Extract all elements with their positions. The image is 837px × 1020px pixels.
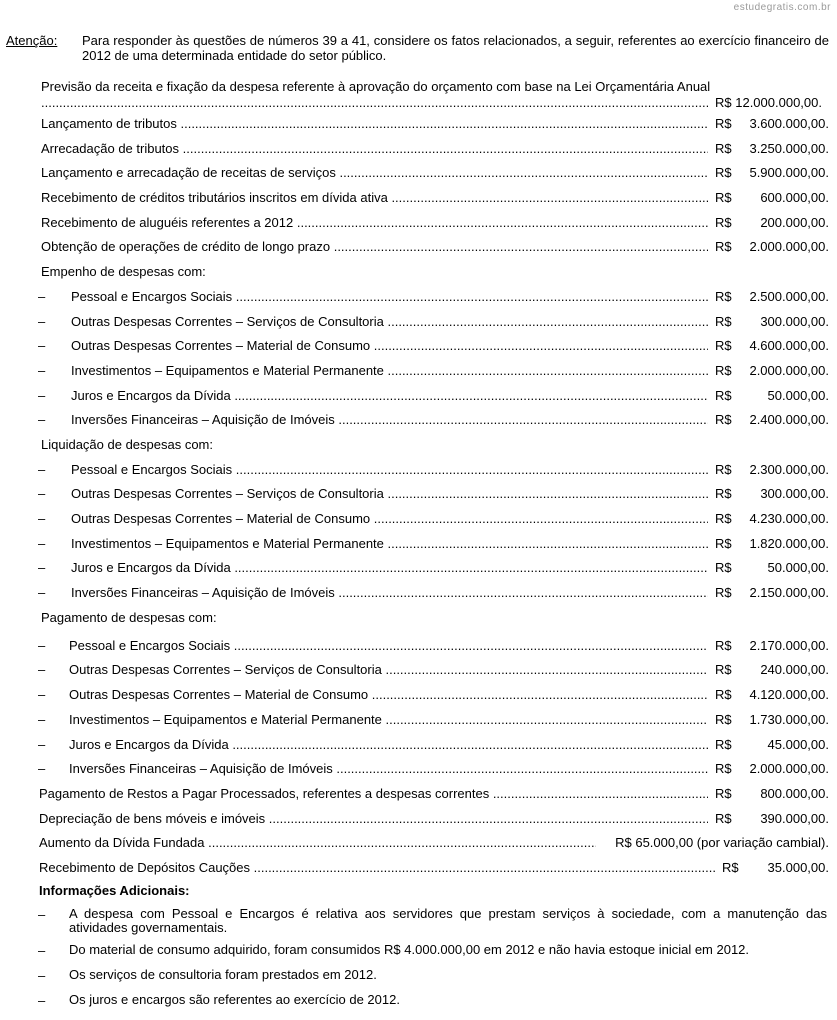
fact-label: Depreciação de bens móveis e imóveis ..... [39, 811, 708, 826]
info-item-text: Do material de consumo adquirido, foram consumidos R$ 4.000.000,00 em 2012 e não havia estoque inicial em 2012. [69, 941, 750, 957]
empenho-item-currency: R$ [715, 288, 732, 304]
fact-row [0, 235, 837, 260]
liquidacao-item-row [0, 581, 837, 606]
dash-bullet: – [38, 711, 46, 727]
pagamento-item-label: Outras Despesas Correntes – Serviços de Consultoria ..... [69, 662, 708, 677]
pagamento-item-amount: 240.000,00. [760, 662, 829, 678]
fact-currency: R$ [715, 810, 732, 826]
liquidacao-item-row [0, 532, 837, 557]
pagamento-heading-row [0, 606, 837, 634]
dash-bullet: – [38, 535, 46, 551]
fact-amount: 3.250.000,00. [749, 140, 829, 156]
fact-amount: 200.000,00. [760, 214, 829, 230]
pagamento-item-amount: 2.000.000,00. [749, 761, 829, 777]
dash-bullet: – [38, 412, 46, 428]
empenho-item-label: Outras Despesas Correntes – Material de Consumo ..... [71, 338, 708, 353]
dash-bullet: – [38, 585, 46, 601]
liquidacao-item-row [0, 507, 837, 532]
empenho-item-row [0, 334, 837, 359]
empenho-item-amount: 2.500.000,00. [749, 288, 829, 304]
empenho-item-label: Pessoal e Encargos Sociais ..... [71, 289, 708, 304]
empenho-item-currency: R$ [715, 338, 732, 354]
pagamento-item-currency: R$ [715, 662, 732, 678]
info-heading: Informações Adicionais: [39, 882, 190, 898]
pagamento-item-label: Inversões Financeiras – Aquisição de Imóveis ..... [69, 761, 708, 776]
pagamento-item-row [0, 708, 837, 733]
liquidacao-item-currency: R$ [715, 461, 732, 477]
liquidacao-item-amount: 2.300.000,00. [749, 461, 829, 477]
fact-label: Obtenção de operações de crédito de longo prazo ..... [41, 239, 708, 254]
fact-label: Arrecadação de tributos ..... [41, 141, 708, 156]
divida-row [0, 831, 837, 856]
depositos-amount: 35.000,00. [767, 859, 829, 875]
empenho-item-currency: R$ [715, 387, 732, 403]
fact-row [0, 161, 837, 186]
liquidacao-item-label: Outras Despesas Correntes – Serviços de Consultoria ..... [71, 486, 708, 501]
dash-bullet: – [38, 560, 46, 576]
dash-bullet: – [38, 338, 46, 354]
dash-bullet: – [38, 313, 46, 329]
pagamento-item-amount: 2.170.000,00. [749, 637, 829, 653]
info-item-text: Os serviços de consultoria foram prestados em 2012. [69, 966, 377, 982]
liquidacao-item-currency: R$ [715, 511, 732, 526]
dash-bullet: – [38, 967, 46, 983]
dash-bullet: – [38, 637, 46, 653]
pagamento-item-amount: 45.000,00. [767, 736, 829, 752]
empenho-item-label: Juros e Encargos da Dívida ..... [71, 388, 708, 403]
fact-row [0, 807, 837, 832]
pagamento-item-row [0, 658, 837, 683]
previsao-amount: R$ 12.000.000,00. [715, 95, 822, 110]
empenho-heading-row [0, 260, 837, 285]
info-item [0, 993, 837, 1007]
pagamento-item-row [0, 733, 837, 758]
pagamento-item-label: Investimentos – Equipamentos e Material Permanente ..... [69, 712, 708, 727]
pagamento-item-label: Pessoal e Encargos Sociais ..... [69, 638, 708, 653]
fact-amount: 3.600.000,00. [749, 116, 829, 131]
liquidacao-item-currency: R$ [715, 560, 732, 576]
fact-label: Recebimento de aluguéis referentes a 2012 ..... [41, 215, 708, 230]
dash-bullet: – [38, 387, 46, 403]
depositos-label: Recebimento de Depósitos Cauções ..... [39, 860, 717, 875]
attention-label: Atenção: [6, 33, 58, 48]
fact-row [0, 186, 837, 211]
fact-row [0, 112, 837, 137]
fact-label: Lançamento e arrecadação de receitas de serviços ..... [41, 165, 708, 180]
pagamento-item-amount: 1.730.000,00. [749, 711, 829, 727]
liquidacao-item-amount: 4.230.000,00. [749, 511, 829, 526]
empenho-item-label: Outras Despesas Correntes – Serviços de Consultoria ..... [71, 314, 708, 329]
pagamento-heading: Pagamento de despesas com: [41, 609, 217, 625]
pagamento-item-currency: R$ [715, 711, 732, 727]
fact-currency: R$ [715, 190, 732, 206]
liquidacao-heading-row [0, 433, 837, 458]
fact-amount: 800.000,00. [760, 785, 829, 801]
empenho-item-row [0, 359, 837, 384]
dash-bullet: – [38, 362, 46, 378]
fact-amount: 390.000,00. [760, 810, 829, 826]
empenho-heading: Empenho de despesas com: [41, 264, 206, 280]
liquidacao-item-amount: 300.000,00. [760, 486, 829, 502]
liquidacao-item-row [0, 482, 837, 507]
pagamento-item-row [0, 757, 837, 782]
liquidacao-heading: Liquidação de despesas com: [41, 436, 214, 452]
empenho-item-currency: R$ [715, 362, 732, 378]
liquidacao-item-amount: 2.150.000,00. [749, 585, 829, 601]
dash-bullet: – [38, 761, 46, 777]
pagamento-item-currency: R$ [715, 736, 732, 752]
liquidacao-item-label: Inversões Financeiras – Aquisição de Imóveis ..... [71, 585, 708, 600]
info-item-text: A despesa com Pessoal e Encargos é relativa aos servidores que prestam serviços à sociedade, com a manutenção das atividades governamentais. [69, 905, 827, 935]
info-item [0, 943, 837, 957]
empenho-item-currency: R$ [715, 412, 732, 428]
empenho-item-currency: R$ [715, 313, 732, 329]
liquidacao-item-row [0, 458, 837, 483]
financial-facts-list [0, 79, 837, 1018]
info-item [0, 907, 837, 935]
empenho-item-row [0, 408, 837, 433]
dash-bullet: – [38, 687, 46, 703]
pagamento-item-currency: R$ [715, 761, 732, 777]
fact-row [0, 782, 837, 807]
fact-currency: R$ [715, 116, 732, 131]
info-heading-row [0, 881, 837, 903]
empenho-item-amount: 2.000.000,00. [749, 362, 829, 378]
pagamento-item-amount: 4.120.000,00. [749, 687, 829, 703]
dash-bullet: – [38, 942, 46, 958]
watermark: estudegratis.com.br [733, 2, 831, 13]
liquidacao-item-amount: 50.000,00. [767, 560, 829, 576]
dash-bullet: – [38, 736, 46, 752]
liquidacao-item-label: Outras Despesas Correntes – Material de Consumo ..... [71, 511, 708, 526]
liquidacao-item-label: Juros e Encargos da Dívida ..... [71, 560, 708, 575]
liquidacao-item-amount: 1.820.000,00. [749, 535, 829, 551]
dash-bullet: – [38, 288, 46, 304]
dash-bullet: – [38, 992, 46, 1008]
pagamento-item-row [0, 683, 837, 708]
depositos-row [0, 856, 837, 881]
empenho-item-amount: 2.400.000,00. [749, 412, 829, 428]
liquidacao-item-currency: R$ [715, 486, 732, 502]
liquidacao-item-currency: R$ [715, 585, 732, 601]
info-item [0, 968, 837, 982]
empenho-item-amount: 300.000,00. [760, 313, 829, 329]
empenho-item-row [0, 310, 837, 335]
empenho-item-row [0, 384, 837, 409]
fact-label: Lançamento de tributos ..... [41, 116, 708, 131]
dash-bullet: – [38, 662, 46, 678]
divida-label: Aumento da Dívida Fundada ..... [39, 835, 596, 850]
liquidacao-item-currency: R$ [715, 535, 732, 551]
dash-bullet: – [38, 511, 46, 526]
fact-row [0, 211, 837, 236]
fact-label: Recebimento de créditos tributários inscritos em dívida ativa ..... [41, 190, 708, 205]
empenho-item-label: Investimentos – Equipamentos e Material Permanente ..... [71, 363, 708, 378]
pagamento-item-currency: R$ [715, 687, 732, 703]
fact-currency: R$ [715, 239, 732, 255]
fact-amount: 5.900.000,00. [749, 165, 829, 181]
fact-row [0, 137, 837, 162]
liquidacao-item-label: Pessoal e Encargos Sociais ..... [71, 462, 708, 477]
divida-amount: R$ 65.000,00 (por variação cambial). [615, 835, 829, 851]
previsao-row [0, 79, 837, 112]
empenho-item-row [0, 285, 837, 310]
pagamento-item-currency: R$ [715, 637, 732, 653]
fact-currency: R$ [715, 140, 732, 156]
liquidacao-item-row [0, 556, 837, 581]
dash-bullet: – [38, 906, 46, 922]
fact-amount: 2.000.000,00. [749, 239, 829, 255]
dash-bullet: – [38, 486, 46, 502]
fact-currency: R$ [715, 785, 732, 801]
pagamento-item-label: Outras Despesas Correntes – Material de Consumo ..... [69, 687, 708, 702]
fact-label: Pagamento de Restos a Pagar Processados, referentes a despesas correntes ..... [39, 786, 708, 801]
fact-currency: R$ [715, 214, 732, 230]
fact-amount: 600.000,00. [760, 190, 829, 206]
dash-bullet: – [38, 461, 46, 477]
empenho-item-amount: 4.600.000,00. [749, 338, 829, 354]
empenho-item-amount: 50.000,00. [767, 387, 829, 403]
attention-text: Para responder às questões de números 39 a 41, considere os fatos relacionados, a seguir, referentes ao exercício financeiro de 2012 de uma determinada entidade do setor público. [82, 33, 829, 63]
pagamento-item-label: Juros e Encargos da Dívida ..... [69, 737, 708, 752]
previsao-leader [41, 95, 708, 110]
fact-currency: R$ [715, 165, 732, 181]
empenho-item-label: Inversões Financeiras – Aquisição de Imóveis ..... [71, 412, 708, 427]
pagamento-item-row [0, 634, 837, 659]
info-item-text: Os juros e encargos são referentes ao exercício de 2012. [69, 991, 400, 1007]
previsao-label: Previsão da receita e fixação da despesa referente à aprovação do orçamento com base na Lei Orçamentária Anual [41, 79, 711, 94]
liquidacao-item-label: Investimentos – Equipamentos e Material Permanente ..... [71, 536, 708, 551]
depositos-currency: R$ [722, 859, 739, 875]
attention-note [6, 33, 829, 63]
